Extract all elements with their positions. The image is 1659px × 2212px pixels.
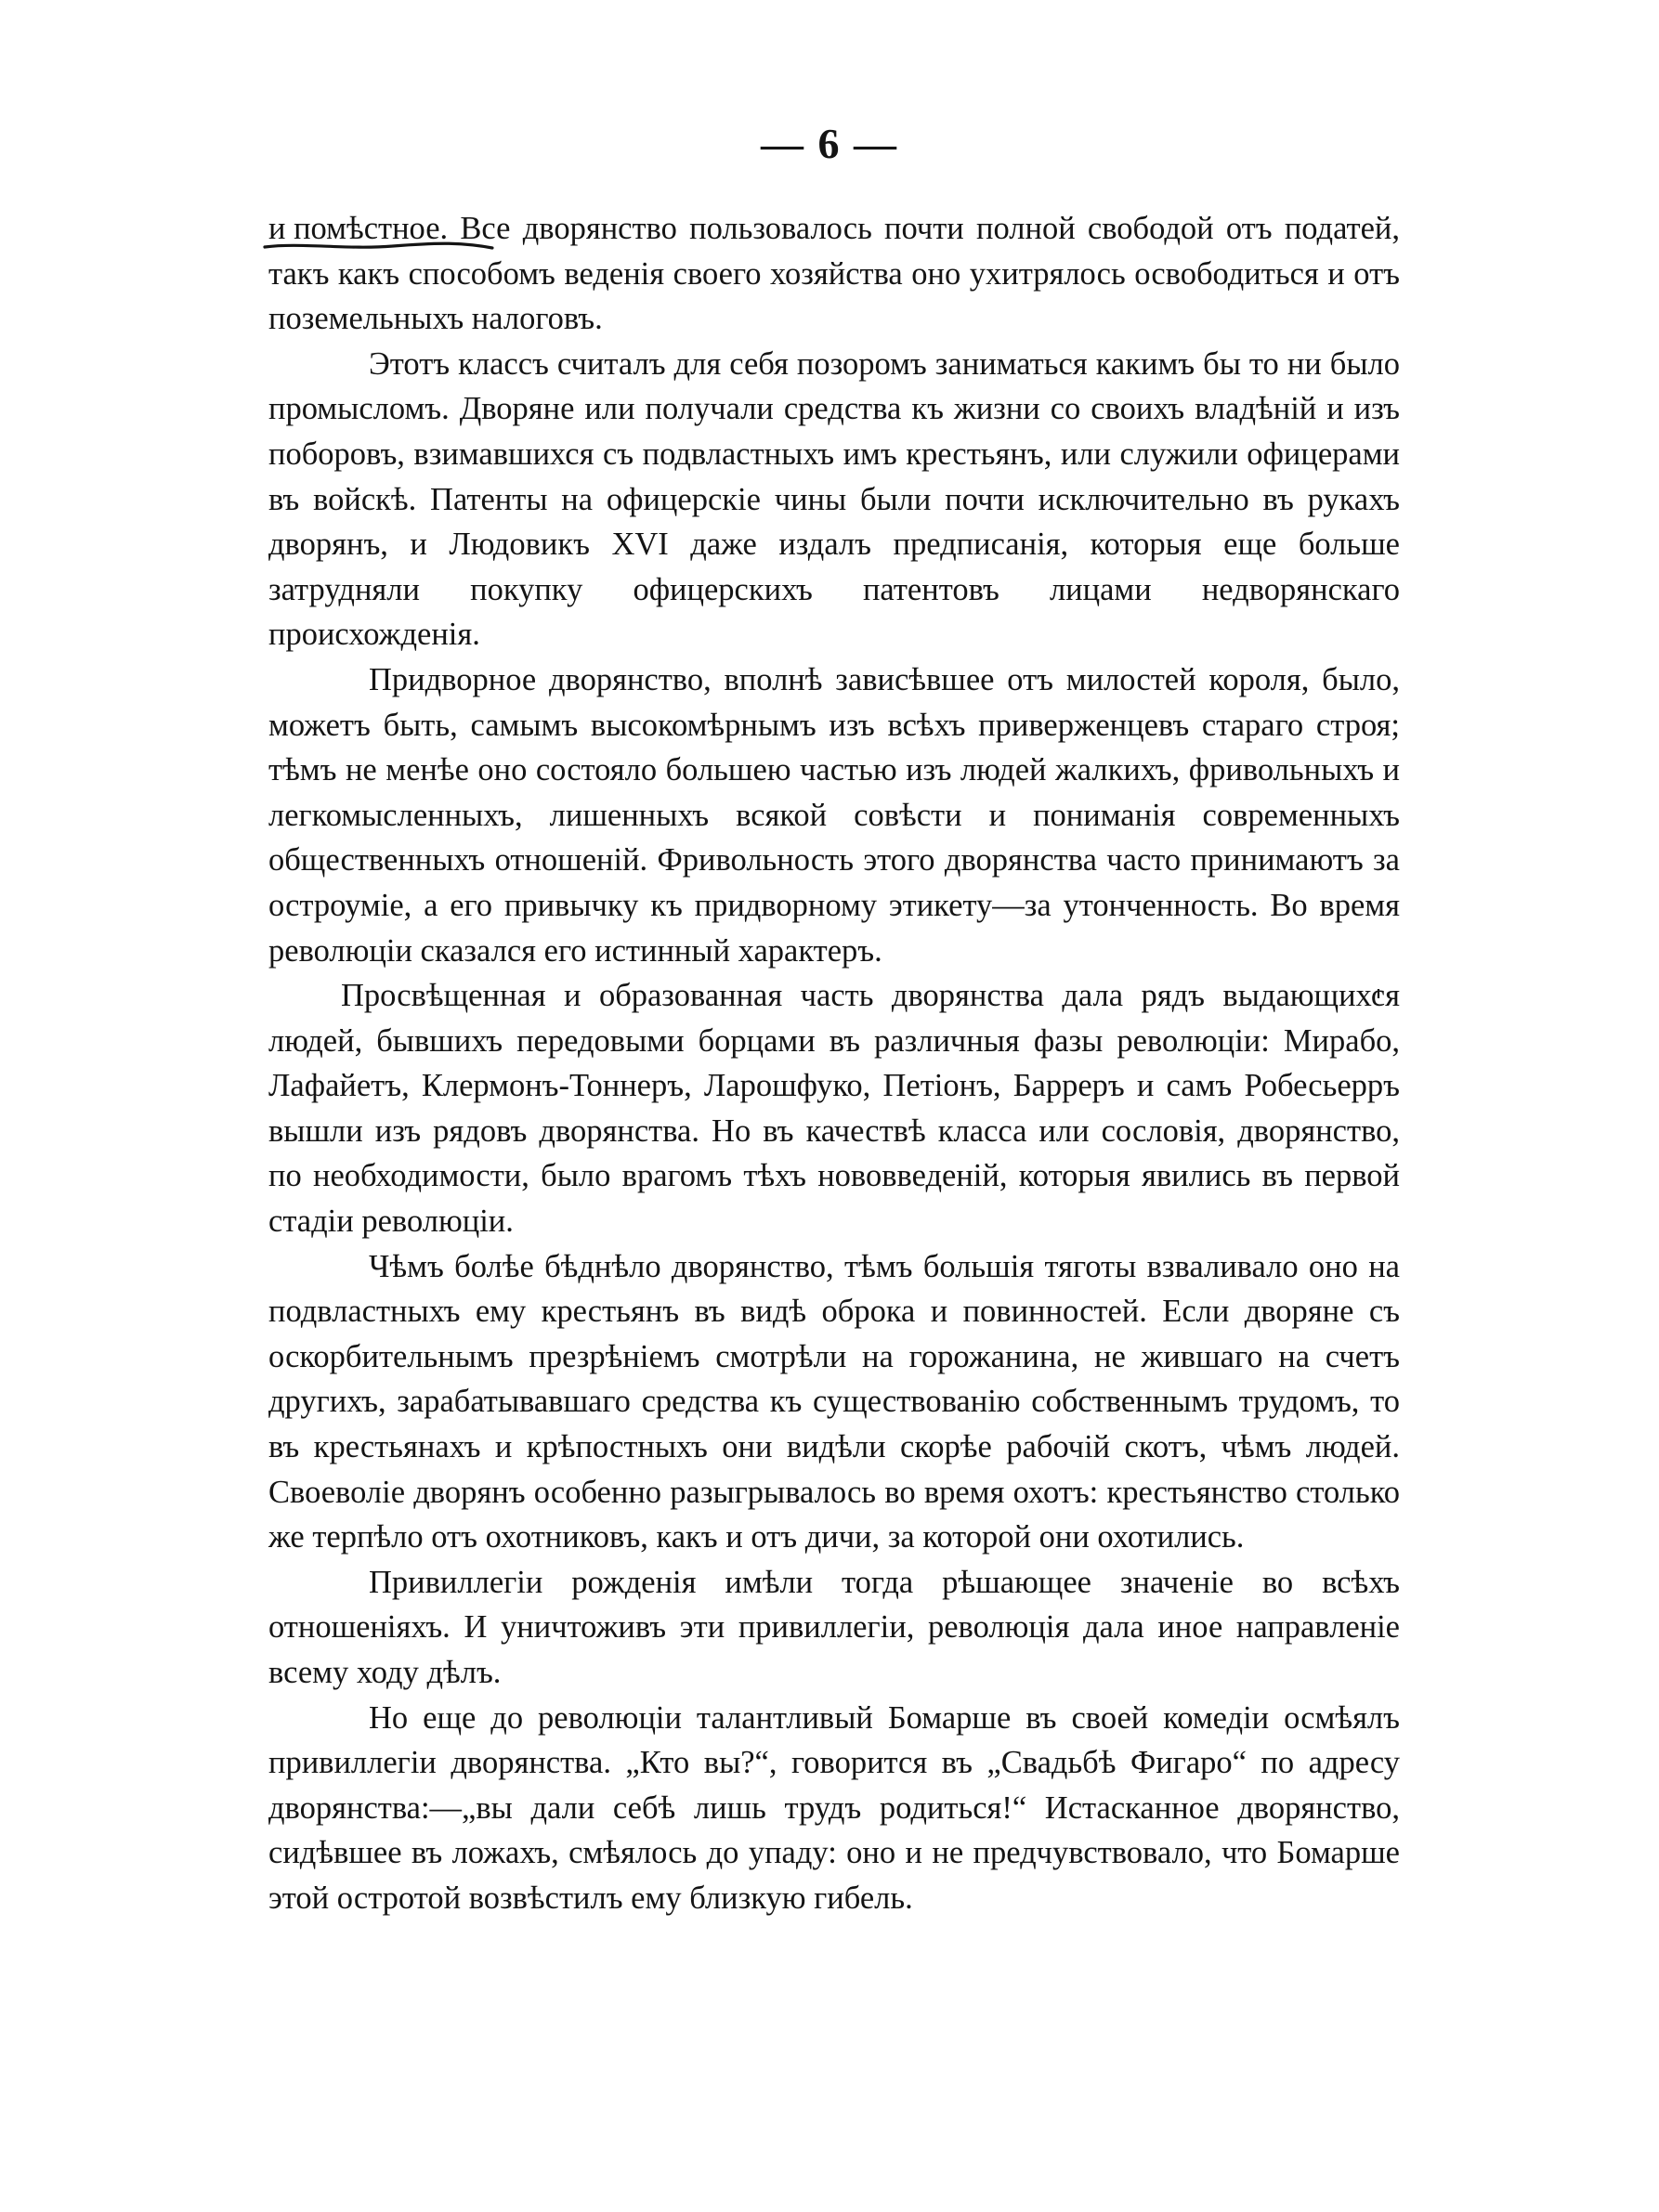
paragraph-court-nobility: Придворное дворянство, вполнѣ зависѣвшее отъ милостей короля, было, можетъ быть, самымъ высокомѣрнымъ изъ всѣхъ приверженцевъ стараго строя; тѣмъ не менѣе оно состояло большею частью изъ людей жалкихъ, фривольныхъ и легкомысленныхъ, лишенныхъ всякой совѣсти и пониманія современныхъ общественныхъ отношеній. Фривольность этого дворянства часто принимаютъ за остроумie, а его привычку къ придворному этикету—за утонченность. Во время революціи сказался его истинный характеръ. (268, 661, 1400, 969)
paragraph-text: Все дворянство пользовалось почти полной свободой отъ податей, такъ какъ способомъ веденія своего хозяйства оно ухитрялось освободиться и отъ поземельныхъ налоговъ. (268, 211, 1400, 337)
paragraph-enlightened-nobility: Просвѣщенная и образованная часть дворянства дала рядъ выдающихся людей, бывшихъ передовыми борцами въ различныя фазы революціи: Мирабо, Лафайетъ, Клермонъ-Тоннеръ, Ларошфуко, Петіонъ, Барреръ и самъ Робесьерръ вышли изъ рядовъ дворянства. Но въ качествѣ класса или сословія, дворянство, по необходимости, было врагомъ тѣхъ нововведеній, которыя явились въ первой стадіи революціи. (268, 978, 1400, 1240)
handwritten-underline-mark (263, 240, 495, 253)
paragraph-beaumarchais: Но еще до революціи талантливый Бомарше въ своей комедіи осмѣялъ привиллегіи дворянства. „Кто вы?“, говорится въ „Свадьбѣ Фигаро“ по адресу дворянства:—„вы дали себѣ лишь трудъ родиться!“ Истасканное дворянство, сидѣвшее въ ложахъ, смѣялось до упаду: оно и не предчувствовало, что Бомарше этой остротой возвѣстилъ ему близкую гибель. (268, 1699, 1400, 1916)
paragraph-class-occupations: Этотъ классъ считалъ для себя позоромъ заниматься какимъ бы то ни было промысломъ. Дворяне или получали средства къ жизни со своихъ владѣній и изъ поборовъ, взимавшихся съ подвластныхъ имъ крестьянъ, или служили офицерами въ войскѣ. Патенты на офицерскіе чины были почти исключительно въ рукахъ дворянъ, и Людовикъ XVI даже издалъ предписанія, которыя еще больше затрудняли покупку офицерскихъ патентовъ лицами недворянскаго происхожденія. (268, 345, 1400, 653)
paragraph-peasant-burdens: Чѣмъ болѣе бѣднѣло дворянство, тѣмъ большія тяготы взваливало оно на подвластныхъ ему крестьянъ въ видѣ оброка и повинностей. Если дворяне съ оскорбительнымъ презрѣніемъ смотрѣли на горожанина, не жившаго на счетъ другихъ, зарабатывавшаго средства къ существованію собственнымъ трудомъ, то въ крестьянахъ и крѣпостныхъ они видѣли скорѣе рабочій скотъ, чѣмъ людей. Своеволіе дворянъ особенно разыгрывалось во время охотъ: крестьянство столько же терпѣло отъ охотниковъ, какъ и отъ дичи, за которой они охотились. (268, 1248, 1400, 1555)
body-text (268, 206, 1400, 1921)
ink-speck (1377, 986, 1380, 995)
underlined-phrase (268, 206, 448, 252)
underlined-text: и помѣстное. (268, 211, 449, 246)
paragraph-birth-privileges: Привиллегіи рожденія имѣли тогда рѣшающее значеніе во всѣхъ отношеніяхъ. И уничтоживъ эти привиллегіи, революція дала иное направленіе всему ходу дѣлъ. (268, 1564, 1400, 1690)
paragraph-continued (268, 206, 1400, 342)
page-number: — 6 — (761, 120, 898, 167)
